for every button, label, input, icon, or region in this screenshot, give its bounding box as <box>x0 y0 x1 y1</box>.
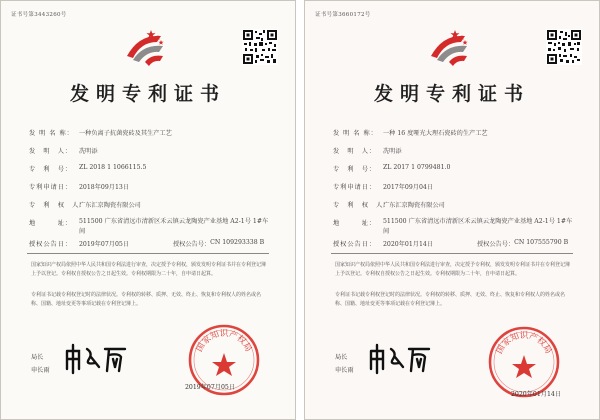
patent-number-row <box>333 164 450 173</box>
signature-icon <box>367 341 437 375</box>
legal-status-note: 专利证书记载专利权登记时的法律状况。专利权的转移、质押、无效、终止、恢复和专利权人的姓名或名称、国籍、地址变更等事项记载在专利登记簿上。 <box>31 292 262 307</box>
inventor-label: 发 明 人： <box>29 148 73 155</box>
filing-date: 2017年09月04日 <box>383 184 434 191</box>
inventor-row <box>29 146 98 155</box>
filing-date-row <box>29 182 129 191</box>
qr-code-icon <box>546 29 582 65</box>
patentee-label: 专 利 权 人： <box>333 202 391 209</box>
filing-date-label: 专利申请日： <box>29 184 73 191</box>
patent-number: ZL 2017 1 0799481.0 <box>383 164 451 171</box>
address-label: 地 址： <box>333 220 377 227</box>
official-seal-icon <box>487 325 561 399</box>
invention-name-row <box>333 128 488 137</box>
address-row <box>29 218 79 227</box>
patent-number-label: 专 利 号： <box>29 166 73 173</box>
grant-date: 2020年01月14日 <box>383 241 434 248</box>
patent-certificate-2 <box>304 0 600 420</box>
grant-row <box>333 239 568 248</box>
qr-code-icon <box>242 29 278 65</box>
signature-icon <box>63 341 133 375</box>
director-name: 申长雨 <box>335 367 354 374</box>
filing-date: 2018年09月13日 <box>79 184 130 191</box>
address-row <box>333 218 383 227</box>
certificate-title: 发明专利证书 <box>373 83 530 105</box>
divider <box>27 253 269 254</box>
director-title: 局长 <box>31 354 44 361</box>
grant-row <box>29 239 264 248</box>
cnipa-emblem-icon <box>121 26 169 74</box>
director-title: 局长 <box>335 354 348 361</box>
grant-statement: 国家知识产权局依照中华人民共和国专利法进行审查，决定授予专利权，颁发发明专利证书并在专利登记簿上予以登记。专利权自授权公告之日起生效。专利权期限为二十年，自申请日起算。 <box>31 262 267 277</box>
inventor: 冼明添 <box>79 148 98 155</box>
patentee: 广东汇京陶瓷有限公司 <box>383 202 445 209</box>
seal-text: 国家知识产权局 <box>494 331 554 356</box>
filing-date-row <box>333 182 433 191</box>
grant-number-label: 授权公告号： <box>477 241 515 248</box>
address: 511500 广东省清远市清新区禾云镇云龙陶瓷产业基地 A2-1号 1#车间 <box>383 218 573 235</box>
grant-date-label: 授权公告日： <box>29 241 73 248</box>
invention-name-row <box>29 128 172 137</box>
invention-name: 一种 16 度哑光大理石瓷砖的生产工艺 <box>383 130 488 137</box>
patentee-label: 专 利 权 人： <box>29 202 87 209</box>
grant-statement: 国家知识产权局依照中华人民共和国专利法进行审查，决定授予专利权，颁发发明专利证书并在专利登记簿上予以登记。专利权自授权公告之日起生效。专利权期限为二十年，自申请日起算。 <box>335 262 571 277</box>
patent-number: ZL 2018 1 1066115.5 <box>79 164 147 171</box>
filing-date-label: 专利申请日： <box>333 184 377 191</box>
separator <box>296 0 304 420</box>
certificate-title: 发明专利证书 <box>69 83 226 105</box>
patentee-row <box>29 200 141 209</box>
address: 511500 广东省清远市清新区禾云镇云龙陶瓷产业基地 A2-1号 1#车间 <box>79 218 269 235</box>
patent-certificate-1 <box>0 0 296 420</box>
legal-status-note: 专利证书记载专利权登记时的法律状况。专利权的转移、质押、无效、终止、恢复和专利权人的姓名或名称、国籍、地址变更等事项记载在专利登记簿上。 <box>335 292 566 307</box>
seal-date: 2019年07月05日 <box>185 384 236 391</box>
certificate-number: 证书号第3660172号 <box>315 12 371 18</box>
inventor: 冼明添 <box>383 148 402 155</box>
address-label: 地 址： <box>29 220 73 227</box>
grant-number-label: 授权公告号： <box>173 241 211 248</box>
divider <box>331 253 573 254</box>
inventor-row <box>333 146 402 155</box>
director-name: 申长雨 <box>31 367 50 374</box>
certificate-number: 证书号第3443260号 <box>11 12 67 18</box>
cnipa-emblem-icon <box>425 26 473 74</box>
grant-date-label: 授权公告日： <box>333 241 377 248</box>
patent-number-row <box>29 164 146 173</box>
patentee: 广东汇京陶瓷有限公司 <box>79 202 141 209</box>
grant-number: CN 109293338 B <box>210 239 265 246</box>
patent-number-label: 专 利 号： <box>333 166 377 173</box>
inventor-label: 发 明 人： <box>333 148 377 155</box>
invention-name-label: 发 明 名 称： <box>333 130 378 137</box>
grant-number: CN 107555790 B <box>514 239 569 246</box>
patentee-row <box>333 200 445 209</box>
seal-date: 2020年01月14日 <box>511 391 562 398</box>
invention-name-label: 发 明 名 称： <box>29 130 74 137</box>
invention-name: 一种负离子抗菌瓷砖及其生产工艺 <box>79 130 172 137</box>
seal-text: 国家知识产权局 <box>194 329 254 354</box>
grant-date: 2019年07月05日 <box>79 241 130 248</box>
